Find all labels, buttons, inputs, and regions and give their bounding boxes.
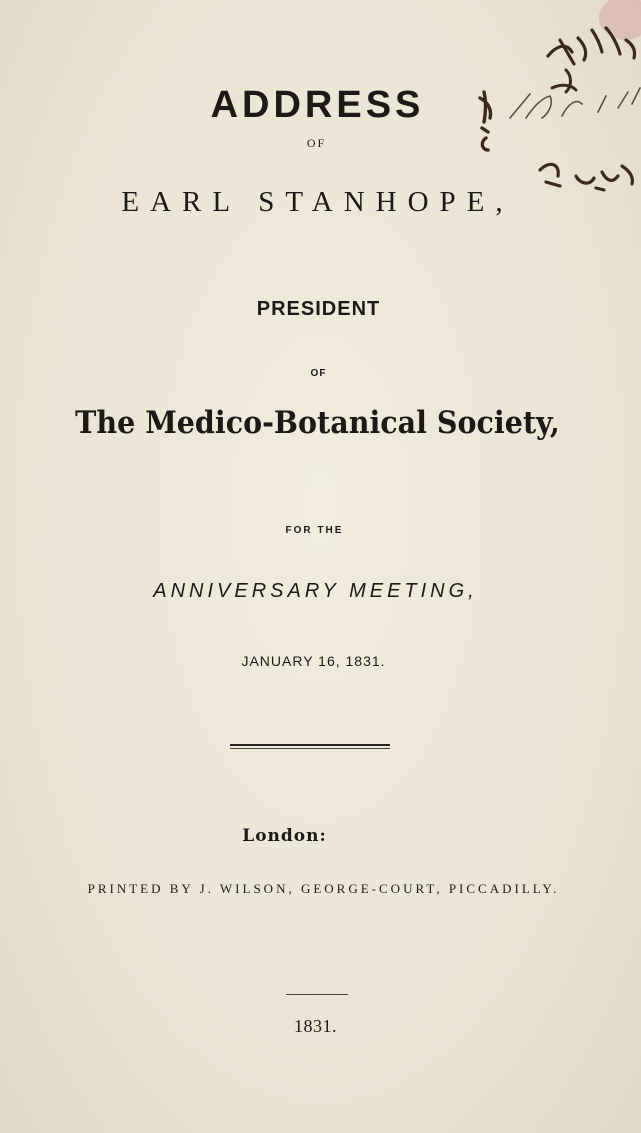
short-rule xyxy=(286,994,348,995)
for-the-label: FOR THE xyxy=(285,525,344,536)
place-of-publication: London: xyxy=(242,826,327,846)
publication-year: 1831. xyxy=(294,1016,337,1036)
divider-rule-thin xyxy=(230,748,390,749)
title-heading: ADDRESS xyxy=(210,84,425,126)
meeting-date: JANUARY 16, 1831. xyxy=(241,653,386,669)
occasion-title: ANNIVERSARY MEETING, xyxy=(153,580,478,602)
society-name: The Medico-Botanical Society, xyxy=(75,405,560,441)
role-title: PRESIDENT xyxy=(256,298,381,320)
author-name: EARL STANHOPE, xyxy=(121,186,514,218)
printer-imprint: PRINTED BY J. WILSON, GEORGE-COURT, PICCADILLY. xyxy=(87,881,560,896)
divider-rule xyxy=(230,744,390,746)
of-label-2: OF xyxy=(310,368,327,379)
corner-stain xyxy=(599,0,641,40)
of-label-1: OF xyxy=(306,136,327,150)
ink-scribble-top xyxy=(548,28,635,64)
